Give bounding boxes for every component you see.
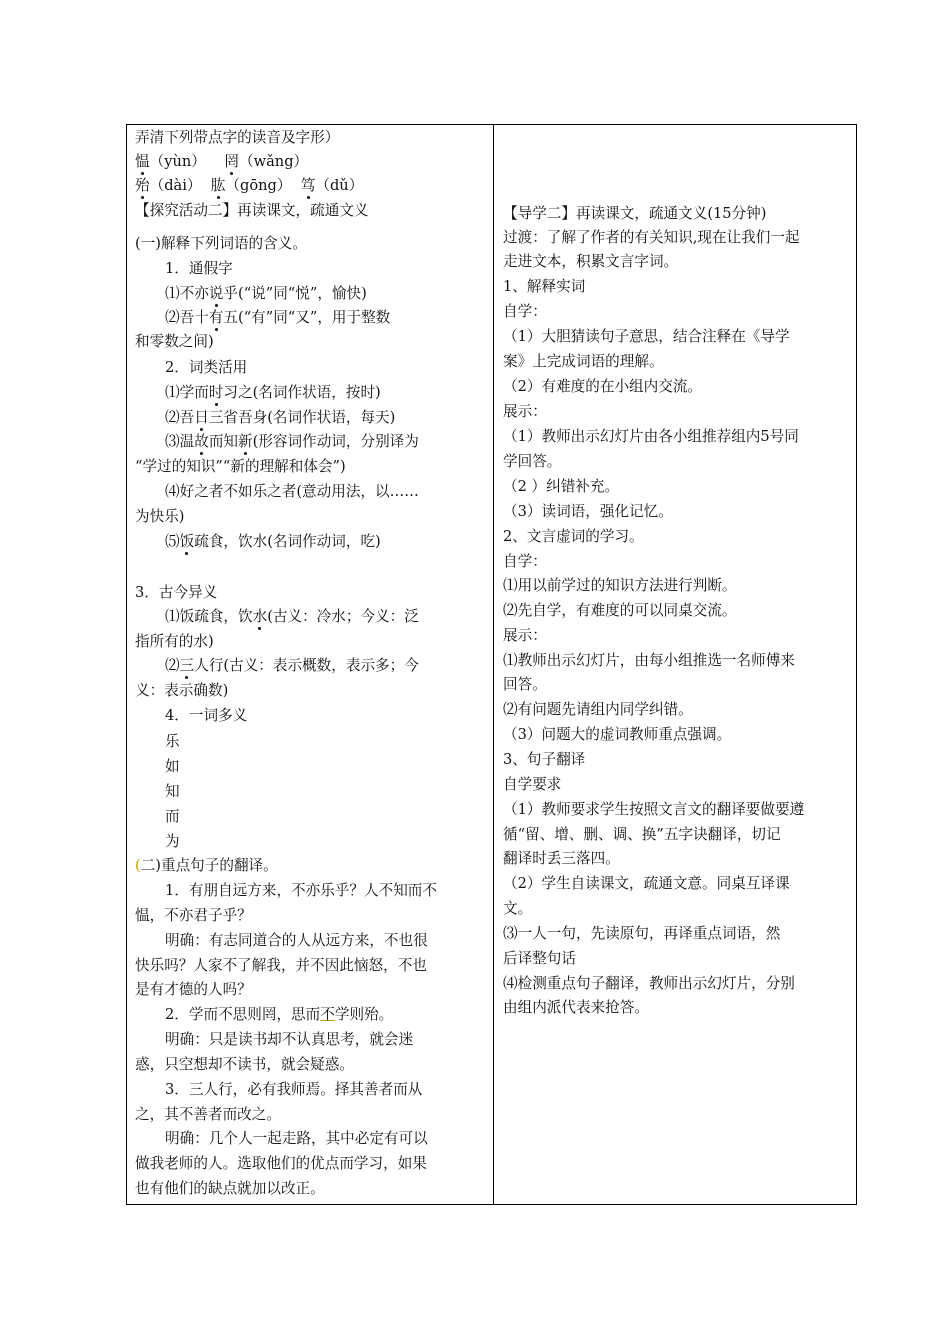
text-line: 学回答。 — [503, 453, 562, 470]
text-line: 过渡：了解了作者的有关知识,现在让我们一起 — [503, 229, 800, 246]
text-line: ⑵吾十有五(“有”同“又”，用于整数 — [165, 309, 391, 326]
text-line: ⑵三人行(古义：表示概数，表示多；今 — [165, 657, 419, 674]
dotted-char: 三 — [179, 657, 195, 674]
text-line: 自学： — [503, 553, 547, 570]
column-divider — [493, 125, 494, 1204]
dotted-char: 时 — [208, 384, 224, 401]
sentence: 之，其不善者而改之。 — [135, 1106, 281, 1123]
subheading: 1．通假字 — [165, 260, 233, 277]
polysemy-word: 乐 — [165, 733, 180, 750]
text-line: ⑸饭疏食，饮水(名词作动词，吃) — [165, 533, 381, 550]
answer: 明确：只是读书却不认真思考，就会迷 — [165, 1031, 414, 1048]
subheading: 1、解释实词 — [503, 278, 586, 295]
dotted-char: 愠 — [135, 153, 150, 170]
activity-heading: 【探究活动二】再读课文，疏通文义 — [135, 202, 369, 219]
text-line: 走进文本，积累文言字词。 — [503, 253, 679, 270]
subheading: 3．古今异义 — [135, 584, 218, 601]
text-line: 案》上完成词语的理解。 — [503, 353, 664, 370]
text-line: 指所有的水) — [135, 633, 214, 650]
polysemy-word: 知 — [165, 783, 180, 800]
answer: 惑，只空想却不读书，就会疑惑。 — [135, 1056, 354, 1073]
answer: 做我老师的人。选取他们的优点而学习，如果 — [135, 1155, 427, 1172]
answer: 明确：有志同道合的人从远方来，不也很 — [165, 932, 428, 949]
text-line: ⑴用以前学过的知识方法进行判断。 — [503, 577, 737, 594]
pinyin-line-1 — [135, 153, 487, 171]
text-line: （1）教师出示幻灯片由各小组推荐组内5号同 — [503, 428, 799, 445]
dotted-char: 笃 — [300, 177, 316, 194]
dotted-char: 故 — [194, 433, 209, 450]
sentence: 3．三人行，必有我师焉。择其善者而从 — [165, 1081, 423, 1098]
polysemy-word: 为 — [165, 833, 180, 850]
text-line: 循“留、增、删、调、换”五字诀翻译，切记 — [503, 826, 781, 843]
pinyin: （yùn） — [149, 153, 206, 170]
lesson-plan-table — [126, 124, 857, 1205]
pinyin: （dài） — [149, 177, 202, 194]
dotted-char: 罔 — [224, 153, 240, 170]
text-line: ⑵先自学，有难度的可以同桌交流。 — [503, 602, 737, 619]
dotted-char: 殆 — [135, 177, 150, 194]
subheading: 4．一词多义 — [165, 707, 248, 724]
subheading: 3、句子翻译 — [503, 751, 586, 768]
text-line: “学过的知识”“新的理解和体会”) — [135, 458, 346, 475]
text-line: （3）问题大的虚词教师重点强调。 — [503, 726, 732, 743]
text-line: 展示： — [503, 627, 547, 644]
answer: 也有他们的缺点就加以改正。 — [135, 1180, 325, 1197]
text-line: 后译整句话 — [503, 950, 576, 967]
intro-line: 弄清下列带点字的读音及字形） — [135, 129, 340, 146]
dotted-char: 日 — [194, 409, 209, 426]
subheading: 2．词类活用 — [165, 359, 248, 376]
dotted-char: 肱 — [210, 177, 226, 194]
polysemy-word: 如 — [165, 758, 180, 775]
pinyin: （wǎng） — [239, 153, 309, 170]
pinyin-line-2 — [135, 177, 487, 195]
answer: 是有才德的人吗？ — [135, 981, 252, 998]
text-line: ⑴不亦说乎(“说”同“悦”，愉快) — [165, 285, 367, 302]
text-line: 自学要求 — [503, 776, 562, 793]
editor-mark: ( — [135, 857, 141, 874]
guide-heading: 【导学二】再读课文，疏通文义(15分钟) — [503, 205, 767, 222]
text-line: 自学： — [503, 303, 547, 320]
text-line: （2）有难度的在小组内交流。 — [503, 378, 703, 395]
text-line: （3）读词语，强化记忆。 — [503, 503, 673, 520]
text-line: （2 ）纠错补充。 — [503, 478, 620, 495]
text-line: ⑷好之者不如乐之者(意动用法，以…… — [165, 483, 419, 500]
text-line: 和零数之间) — [135, 333, 214, 350]
text-line: ⑴饭疏食，饮水(古义：冷水；今义：泛 — [165, 608, 419, 625]
text-line: ⑵有问题先请组内同学纠错。 — [503, 701, 693, 718]
text-line: 回答。 — [503, 676, 547, 693]
text-line: 翻译时丢三落四。 — [503, 850, 620, 867]
text-line: ⑶温故而知新(形容词作动词，分别译为 — [165, 433, 419, 450]
text-line: （1）大胆猜读句子意思，结合注释在《导学 — [503, 328, 790, 345]
dotted-char: 饭 — [179, 533, 195, 550]
text-line: ⑴教师出示幻灯片，由每小组推选一名师傅来 — [503, 652, 795, 669]
section-heading: (一)解释下列词语的含义。 — [135, 235, 307, 252]
text-line: 展示： — [503, 403, 547, 420]
dotted-char: 新 — [238, 433, 253, 450]
subheading: 2、文言虚词的学习。 — [503, 528, 644, 545]
sentence: 2．学而不思则罔，思而不学则殆。 — [165, 1006, 394, 1023]
text-line: 为快乐) — [135, 508, 185, 525]
dotted-char: 有 — [208, 309, 224, 326]
pinyin: （dǔ） — [315, 177, 364, 194]
answer: 快乐吗？人家不了解我，并不因此恼怒，不也 — [135, 957, 427, 974]
text-line: （1）教师要求学生按照文言文的翻译要做要遵 — [503, 801, 805, 818]
text-line: ⑵吾日三省吾身(名词作状语，每天) — [165, 409, 396, 426]
polysemy-word: 而 — [165, 808, 180, 825]
pinyin: （gōng） — [225, 177, 292, 194]
section-heading: (二)重点句子的翻译。 — [135, 857, 278, 874]
answer: 明确：几个人一起走路，其中必定有可以 — [165, 1130, 428, 1147]
sentence: 1．有朋自远方来，不亦乐乎？人不知而不 — [165, 882, 437, 899]
text-line: （2）学生自读课文，疏通文意。同桌互译课 — [503, 875, 790, 892]
text-line: ⑷检测重点句子翻译，教师出示幻灯片，分别 — [503, 975, 795, 992]
editor-mark: 不 — [320, 1006, 335, 1023]
text-line: ⑶一人一句，先读原句，再译重点词语，然 — [503, 925, 781, 942]
dotted-char: 说 — [208, 285, 224, 302]
text-line: 义：表示确数) — [135, 682, 229, 699]
text-line: 由组内派代表来抢答。 — [503, 999, 649, 1016]
text-line: 文。 — [503, 900, 533, 917]
sentence: 愠，不亦君子乎？ — [135, 907, 252, 924]
text-line: ⑴学而时习之(名词作状语，按时) — [165, 384, 381, 401]
dotted-char: 水 — [252, 608, 268, 625]
